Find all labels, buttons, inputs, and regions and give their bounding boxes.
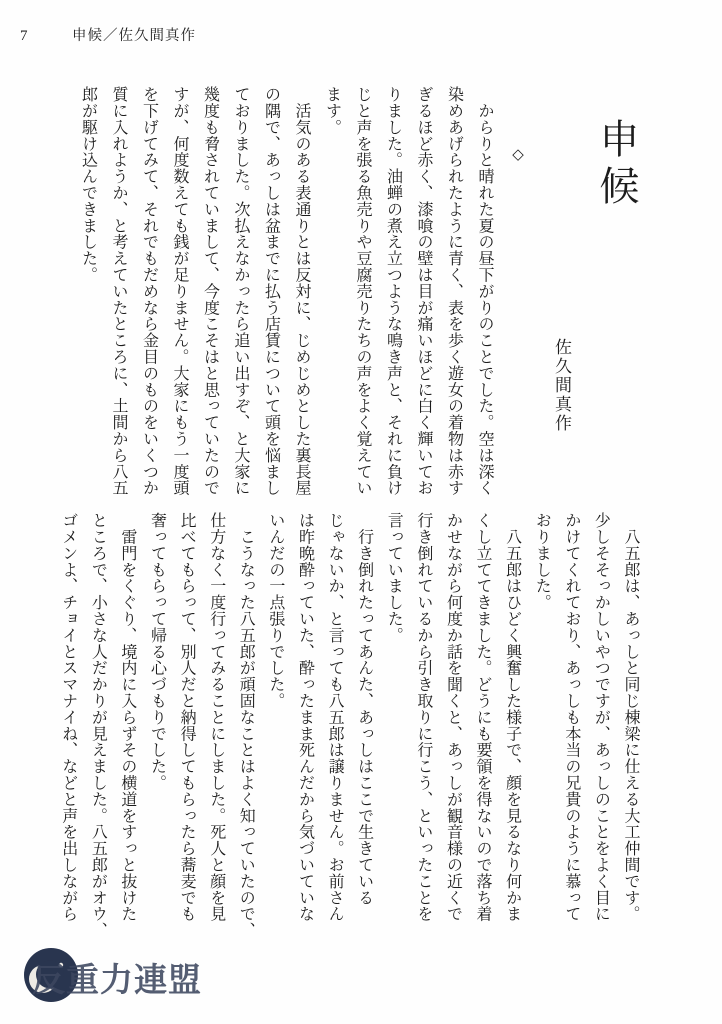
- body-section-1: [72, 86, 645, 498]
- text-line: 行き倒れているから引き取りに行こう、といったことを: [414, 512, 432, 922]
- text-lines-part2: [53, 512, 645, 944]
- text-line: かけてくれており、あっしも本当の兄貴のように慕って: [562, 512, 580, 922]
- text-line: じゃないか、と言っても八五郎は譲りません。お前さん: [326, 512, 344, 922]
- text-line: いんだの一点張りでした。: [266, 512, 284, 709]
- text-line: 仕方なく一度行ってみることにしました。死人と顔を見: [207, 512, 225, 922]
- text-line: からりと晴れた夏の昼下がりのことでした。空は深く: [476, 86, 493, 496]
- page-number: 7: [20, 28, 29, 44]
- text-line: 染めあげられたように青く、表を歩く遊女の着物は赤す: [445, 86, 463, 496]
- text-line: 比べてもらって、別人だと納得してもらったら蕎麦でも: [178, 512, 196, 922]
- text-line: ぎるほど赤く、漆喰の壁は目が痛いほどに白く輝いてお: [415, 86, 432, 496]
- text-line: りました。油蝉の煮え立つような鳴き声と、それに負け: [384, 86, 402, 496]
- text-line: ところで、小さな人だかりが見えました。八五郎がオウ、: [89, 512, 107, 939]
- text-line: 八五郎はひどく興奮した様子で、顔を見るなり何かま: [503, 512, 521, 922]
- text-line: は昨晩酔っていた、酔ったまま死んだから気づいていな: [296, 512, 314, 922]
- text-line: ます。: [323, 86, 341, 136]
- text-line: 活気のある表通りとは反対に、じめじめとした裏長屋: [293, 86, 310, 496]
- text-line: 少しそそっかしいやつですが、あっしのことをよく目に: [592, 512, 610, 922]
- running-header: [20, 24, 196, 45]
- text-line: 八五郎は、あっしと同じ棟梁に仕える大工仲間です。: [622, 512, 639, 922]
- text-line: の隅で、あっしは盆までに払う店賃について頭を悩まし: [262, 86, 280, 496]
- body-section-2: [53, 512, 645, 944]
- text-line: 雷門をくぐり、境内に入らずその横道をすっと抜けた: [118, 512, 136, 922]
- text-line: くし立ててきました。どうにも要領を得ないので落ち着: [474, 512, 492, 922]
- author-name: 佐久間真作: [552, 338, 571, 433]
- text-line: 質に入れようか、と考えていたところに、土間から八五: [110, 86, 127, 496]
- section-mark: ◇: [509, 145, 525, 163]
- watermark-text: 反重力連盟: [32, 961, 202, 998]
- text-line: 郎が駆け込んできました。: [79, 86, 97, 283]
- text-line: 幾度も脅されていまして、今度こそはと思っていたので: [201, 86, 219, 496]
- text-line: かせながら何度か話を聞くと、あっしが観音様の近くで: [444, 512, 462, 922]
- watermark: [24, 946, 284, 1006]
- text-line: こうなった八五郎が頑固なことはよく知っていたので、: [237, 512, 255, 939]
- story-title: 申候: [594, 118, 639, 212]
- text-line: 言っていました。: [385, 512, 403, 644]
- text-line: ておりました。次払えなかったら追い出すぞ、と大家に: [232, 86, 249, 496]
- text-line: すが、何度数えても銭が足りません。大家にもう一度頭: [171, 86, 188, 496]
- text-line: 奢ってもらって帰る心づもりでした。: [148, 512, 166, 791]
- text-line: おりました。: [533, 512, 551, 611]
- running-title: 申候／佐久間真作: [72, 28, 196, 44]
- text-line: ゴメンよ、チョイとスマナイね、などと声を出しながら: [59, 512, 77, 922]
- text-lines-part1: [72, 86, 499, 498]
- text-line: じと声を張る魚売りや豆腐売りたちの声をよく覚えてい: [354, 86, 371, 496]
- text-line: 行き倒れたってあんた、あっしはここで生きている: [355, 512, 373, 906]
- text-line: を下げてみて、それでもだめなら金目のものをいくつか: [140, 86, 158, 496]
